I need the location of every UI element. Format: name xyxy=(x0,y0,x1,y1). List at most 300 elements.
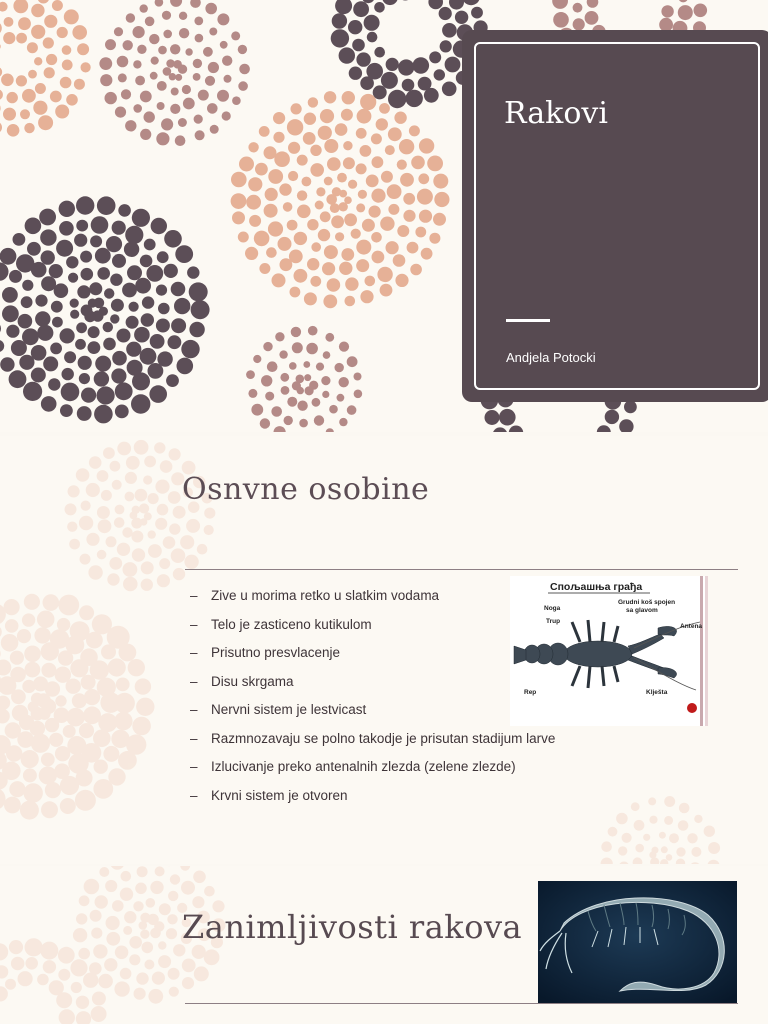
decorative-dot xyxy=(379,103,390,114)
decorative-dot xyxy=(254,231,270,247)
decorative-dot xyxy=(135,678,151,694)
decorative-dot xyxy=(182,85,191,94)
decorative-dot xyxy=(106,536,117,547)
decorative-dot xyxy=(445,57,461,73)
decorative-dot xyxy=(39,209,56,226)
decorative-dot xyxy=(198,90,209,101)
decorative-dot xyxy=(393,254,406,267)
decorative-dot xyxy=(124,492,134,502)
decorative-dot xyxy=(173,506,186,519)
decorative-dot xyxy=(7,92,18,103)
decorative-dot xyxy=(373,85,387,99)
decorative-dot xyxy=(148,544,162,558)
amphipod-photo xyxy=(538,881,737,1003)
decorative-dot xyxy=(119,644,137,662)
decorative-dot xyxy=(31,368,46,383)
decorative-dot xyxy=(66,256,78,268)
decorative-dot xyxy=(24,646,41,663)
decorative-dot xyxy=(129,936,142,949)
decorative-dot xyxy=(90,660,109,679)
decorative-dot xyxy=(114,517,125,528)
decorative-dot xyxy=(103,746,119,762)
decorative-dot xyxy=(0,121,2,133)
decorative-dot xyxy=(191,300,210,319)
decorative-dot xyxy=(159,558,170,569)
decorative-dot xyxy=(347,356,358,367)
decorative-dot xyxy=(678,5,693,20)
decorative-dot xyxy=(115,946,129,960)
decorative-dot xyxy=(0,986,8,1001)
decorative-dot xyxy=(297,155,308,166)
decorative-dot xyxy=(0,943,8,960)
decorative-dot xyxy=(280,373,289,382)
decorative-dot xyxy=(306,343,318,355)
decorative-dot xyxy=(335,232,344,241)
decorative-dot xyxy=(179,28,189,38)
decorative-dot xyxy=(0,321,1,335)
decorative-dot xyxy=(101,490,112,501)
decorative-dot xyxy=(103,338,116,351)
decorative-dot xyxy=(21,296,33,308)
decorative-dot xyxy=(106,916,120,930)
decorative-dot xyxy=(232,211,245,224)
decorative-dot xyxy=(114,693,135,714)
decorative-dot xyxy=(471,7,483,19)
decorative-dot xyxy=(440,40,452,52)
decorative-dot xyxy=(619,862,630,865)
decorative-dot xyxy=(17,629,31,643)
decorative-dot xyxy=(323,295,337,309)
decorative-dot xyxy=(115,405,129,419)
decorative-dot xyxy=(118,204,131,217)
decorative-dot xyxy=(260,418,270,428)
decorative-dot xyxy=(106,932,120,946)
decorative-dot xyxy=(169,523,180,534)
decorative-dot xyxy=(23,768,37,782)
bullet-marker: – xyxy=(190,787,198,803)
decorative-dot xyxy=(0,67,2,78)
decorative-dot xyxy=(283,202,293,212)
decorative-dot xyxy=(52,317,63,328)
decorative-dot xyxy=(707,860,719,864)
decorative-dot xyxy=(308,326,318,336)
decorative-dot xyxy=(0,696,10,710)
decorative-dot xyxy=(194,115,203,124)
decorative-dot xyxy=(137,45,146,54)
decorative-dot xyxy=(112,254,126,268)
decorative-dot xyxy=(25,957,38,970)
decorative-dot xyxy=(76,468,90,482)
decorative-dot xyxy=(90,235,102,247)
decorative-dot xyxy=(265,188,278,201)
decorative-dot xyxy=(90,910,102,922)
decorative-dot xyxy=(94,298,105,309)
decorative-dot xyxy=(13,0,28,13)
decorative-dot xyxy=(103,447,115,459)
decorative-dot xyxy=(0,262,9,280)
decorative-dot xyxy=(132,209,150,227)
decorative-dot xyxy=(75,790,96,811)
decorative-dot xyxy=(324,91,336,103)
decorative-dot xyxy=(248,389,257,398)
decorative-dot xyxy=(385,145,395,155)
decorative-dot xyxy=(126,316,139,329)
decorative-dot xyxy=(67,522,77,532)
decorative-dot xyxy=(248,177,262,191)
decorative-dot xyxy=(312,398,321,407)
label-antena: Antena xyxy=(680,623,703,630)
decorative-dot xyxy=(288,171,298,181)
decorative-dot xyxy=(397,160,407,170)
decorative-dot xyxy=(619,419,633,432)
decorative-dot xyxy=(115,382,133,400)
decorative-dot xyxy=(427,156,443,172)
decorative-dot xyxy=(272,273,286,287)
decorative-dot xyxy=(144,960,154,970)
decorative-dot xyxy=(669,833,679,843)
decorative-dot xyxy=(150,72,158,80)
decorative-dot xyxy=(324,177,333,186)
decorative-dot xyxy=(137,866,148,877)
decorative-dot xyxy=(76,1011,91,1024)
decorative-dot xyxy=(676,859,685,865)
decorative-dot xyxy=(41,663,56,678)
decorative-dot xyxy=(354,373,362,381)
decorative-dot xyxy=(419,138,434,153)
decorative-dot xyxy=(45,718,59,732)
decorative-dot xyxy=(195,34,204,43)
decorative-dot xyxy=(148,363,164,379)
decorative-dot xyxy=(142,942,154,954)
decorative-dot xyxy=(89,456,102,469)
decorative-dot xyxy=(168,335,182,349)
decorative-dot xyxy=(112,221,126,235)
decorative-dot xyxy=(95,248,111,264)
decorative-dot xyxy=(631,802,640,811)
decorative-dot xyxy=(63,725,76,738)
list-item xyxy=(190,674,555,703)
decorative-dot xyxy=(13,233,26,246)
decorative-dot xyxy=(296,375,305,384)
decorative-dot xyxy=(131,394,150,413)
decorative-dot xyxy=(18,971,33,986)
decorative-dot xyxy=(66,708,85,727)
decorative-dot xyxy=(105,92,117,104)
decorative-dot xyxy=(37,325,53,341)
decorative-dot xyxy=(76,196,94,214)
decorative-dot xyxy=(360,94,376,110)
decorative-dot xyxy=(5,619,19,633)
decorative-dot xyxy=(661,5,673,17)
bullet-marker: – xyxy=(190,616,198,632)
decorative-dot xyxy=(403,210,415,222)
decorative-dot xyxy=(290,287,301,298)
decorative-dot xyxy=(0,340,4,352)
decorative-dot xyxy=(81,62,91,72)
decorative-dot xyxy=(5,722,21,738)
decorative-dot xyxy=(34,57,42,65)
decorative-dot xyxy=(95,895,108,908)
decorative-dot xyxy=(1,634,19,652)
bullet-text: Prisutno presvlacenje xyxy=(211,645,341,660)
decorative-dot xyxy=(122,283,137,298)
decorative-dot xyxy=(111,368,126,383)
decorative-dot xyxy=(141,561,154,574)
decorative-dot xyxy=(158,46,167,55)
decorative-dot xyxy=(152,972,165,985)
decorative-dot xyxy=(324,245,338,259)
decorative-dot xyxy=(80,251,92,263)
decorative-dot xyxy=(374,2,385,13)
decorative-dot xyxy=(148,530,156,538)
decorative-dot xyxy=(24,938,42,956)
decorative-dot xyxy=(48,378,60,390)
decorative-dot xyxy=(304,374,311,381)
decorative-dot xyxy=(79,895,90,906)
decorative-dot xyxy=(351,229,361,239)
decorative-dot xyxy=(4,599,20,615)
title-card-border xyxy=(474,42,760,390)
decorative-dot xyxy=(356,163,367,174)
decorative-dot xyxy=(27,242,41,256)
decorative-dot xyxy=(335,0,352,14)
decorative-dot xyxy=(146,898,156,908)
decorative-dot xyxy=(133,26,145,38)
decorative-dot xyxy=(273,132,284,143)
decorative-dot xyxy=(597,425,611,432)
decorative-dot xyxy=(180,535,194,549)
decorative-dot xyxy=(323,351,331,359)
decorative-dot xyxy=(418,173,429,184)
decorative-dot xyxy=(268,169,283,184)
decorative-dot xyxy=(180,866,190,871)
decorative-dot xyxy=(43,960,56,973)
decorative-dot xyxy=(195,130,205,140)
decorative-dot xyxy=(694,815,702,823)
decorative-dot xyxy=(129,302,139,312)
decorative-dot xyxy=(76,913,87,924)
decorative-dot xyxy=(264,146,277,159)
decorative-dot xyxy=(193,73,201,81)
label-grudni-2: sa glavom xyxy=(626,607,658,614)
decorative-dot xyxy=(99,867,109,877)
decorative-dot xyxy=(280,258,293,271)
decorative-dot xyxy=(124,911,136,923)
decorative-dot xyxy=(275,332,284,341)
decorative-dot xyxy=(322,391,329,398)
decorative-dot xyxy=(304,292,317,305)
decorative-dot xyxy=(141,313,154,326)
decorative-dot xyxy=(335,123,348,136)
bullet-text: Krvni sistem je otvoren xyxy=(211,787,348,803)
decorative-dot xyxy=(318,126,332,140)
decorative-dot xyxy=(255,163,268,176)
decorative-dot xyxy=(402,79,415,92)
decorative-dot xyxy=(664,816,673,825)
decorative-dot xyxy=(372,251,385,264)
decorative-dot xyxy=(125,472,137,484)
decorative-dot xyxy=(19,355,34,370)
decorative-dot xyxy=(99,57,112,70)
decorative-dot xyxy=(117,442,131,456)
decorative-dot xyxy=(110,274,122,286)
decorative-dot xyxy=(156,132,169,145)
decorative-dot xyxy=(168,891,178,901)
decorative-dot xyxy=(316,187,325,196)
heading-divider xyxy=(185,569,738,570)
decorative-dot xyxy=(89,282,102,295)
decorative-dot xyxy=(132,548,145,561)
decorative-dot xyxy=(58,947,75,964)
decorative-dot xyxy=(341,109,353,121)
decorative-dot xyxy=(347,405,357,415)
decorative-dot xyxy=(168,968,180,980)
decorative-dot xyxy=(157,81,167,91)
decorative-dot xyxy=(231,193,247,209)
decorative-dot xyxy=(170,44,180,54)
decorative-dot xyxy=(39,766,57,784)
decorative-dot xyxy=(314,415,324,425)
decorative-dot xyxy=(357,109,372,124)
decorative-dot xyxy=(386,58,399,71)
decorative-dot xyxy=(43,594,60,611)
decorative-dot xyxy=(140,129,151,140)
decorative-dot xyxy=(146,265,163,282)
decorative-dot xyxy=(397,225,409,237)
decorative-dot xyxy=(318,229,330,241)
decorative-dot xyxy=(76,996,89,1009)
decorative-dot xyxy=(360,76,374,90)
decorative-dot xyxy=(189,282,208,301)
bullet-marker: – xyxy=(190,730,198,746)
decorative-dot xyxy=(173,568,185,580)
slide-heading: Zanimljivosti rakova xyxy=(182,908,523,946)
decorative-dot xyxy=(169,448,181,460)
decorative-dot xyxy=(204,949,220,965)
decorative-dot xyxy=(442,82,457,97)
decorative-dot xyxy=(114,712,132,730)
decorative-dot xyxy=(140,255,153,268)
slide-heading: Osnvne osobine xyxy=(182,472,430,507)
decorative-dot xyxy=(81,388,96,403)
decorative-dot xyxy=(179,12,187,20)
decorative-dot xyxy=(222,111,231,120)
decorative-dot xyxy=(259,263,270,274)
decorative-dot xyxy=(493,427,508,432)
decorative-dot xyxy=(93,944,107,958)
decorative-dot xyxy=(31,4,44,17)
decorative-dot xyxy=(84,879,100,895)
decorative-dot xyxy=(281,386,290,395)
decorative-dot xyxy=(41,250,55,264)
decorative-dot xyxy=(123,40,133,50)
decorative-dot xyxy=(369,206,381,218)
decorative-dot xyxy=(112,900,124,912)
decorative-dot xyxy=(246,370,255,379)
decorative-dot xyxy=(127,265,142,280)
decorative-dot xyxy=(339,342,349,352)
decorative-dot xyxy=(171,282,186,297)
decorative-dot xyxy=(126,456,140,470)
decorative-dot xyxy=(356,259,369,272)
decorative-dot xyxy=(327,157,341,171)
bullet-text: Nervni sistem je lestvicast xyxy=(211,702,367,717)
decorative-dot xyxy=(129,954,140,965)
decorative-dot xyxy=(650,857,659,864)
decorative-dot xyxy=(31,25,45,39)
decorative-dot xyxy=(135,883,147,895)
decorative-dot xyxy=(573,3,583,13)
decorative-dot xyxy=(57,618,70,631)
decorative-dot xyxy=(315,201,324,210)
decorative-dot xyxy=(157,504,169,516)
decorative-dot xyxy=(652,847,659,854)
decorative-dot xyxy=(6,325,19,338)
decorative-dot xyxy=(37,611,55,629)
decorative-dot xyxy=(360,290,373,303)
decorative-dot xyxy=(689,862,701,864)
decorative-dot xyxy=(145,17,155,27)
decorative-dot xyxy=(94,371,109,386)
decorative-dot xyxy=(71,982,82,993)
decorative-dot xyxy=(666,854,673,861)
decorative-dot xyxy=(9,370,27,388)
decorative-dot xyxy=(56,992,72,1008)
decorative-dot xyxy=(140,348,157,365)
decorative-dot xyxy=(217,90,229,102)
decorative-dot xyxy=(170,874,180,884)
decorative-dot xyxy=(45,782,61,798)
decorative-dot xyxy=(204,525,214,535)
decorative-dot xyxy=(365,276,376,287)
decorative-dot xyxy=(429,51,441,63)
decorative-dot xyxy=(94,405,113,424)
decorative-dot xyxy=(148,989,163,1004)
decorative-dot xyxy=(374,47,385,58)
decorative-dot xyxy=(208,62,219,73)
decorative-dot xyxy=(279,350,287,358)
decorative-dot xyxy=(140,91,152,103)
decorative-dot xyxy=(93,779,113,799)
decorative-dot xyxy=(35,83,46,94)
decorative-dot xyxy=(134,327,150,343)
bullet-marker: – xyxy=(190,702,198,717)
decorative-dot xyxy=(0,2,8,12)
decorative-dot xyxy=(376,118,388,130)
decorative-dot xyxy=(55,695,66,706)
decorative-dot xyxy=(622,833,632,843)
crayfish-anatomy-image xyxy=(510,576,708,726)
decorative-dot xyxy=(166,928,177,939)
decorative-dot xyxy=(356,203,365,212)
decorative-dot xyxy=(367,32,378,43)
list-item xyxy=(190,788,555,817)
decorative-dot xyxy=(324,139,338,153)
decorative-dot xyxy=(136,972,148,984)
decorative-dot xyxy=(35,311,50,326)
decorative-dot xyxy=(371,133,382,144)
decorative-dot xyxy=(118,751,137,770)
decorative-dot xyxy=(220,41,228,49)
decorative-dot xyxy=(11,340,27,356)
decorative-dot xyxy=(310,276,321,287)
decorative-dot xyxy=(424,88,439,103)
decorative-dot xyxy=(122,562,137,577)
decorative-dot xyxy=(0,660,11,676)
decorative-dot xyxy=(10,667,26,683)
decorative-dot xyxy=(64,351,76,363)
decorative-dot xyxy=(5,979,16,990)
